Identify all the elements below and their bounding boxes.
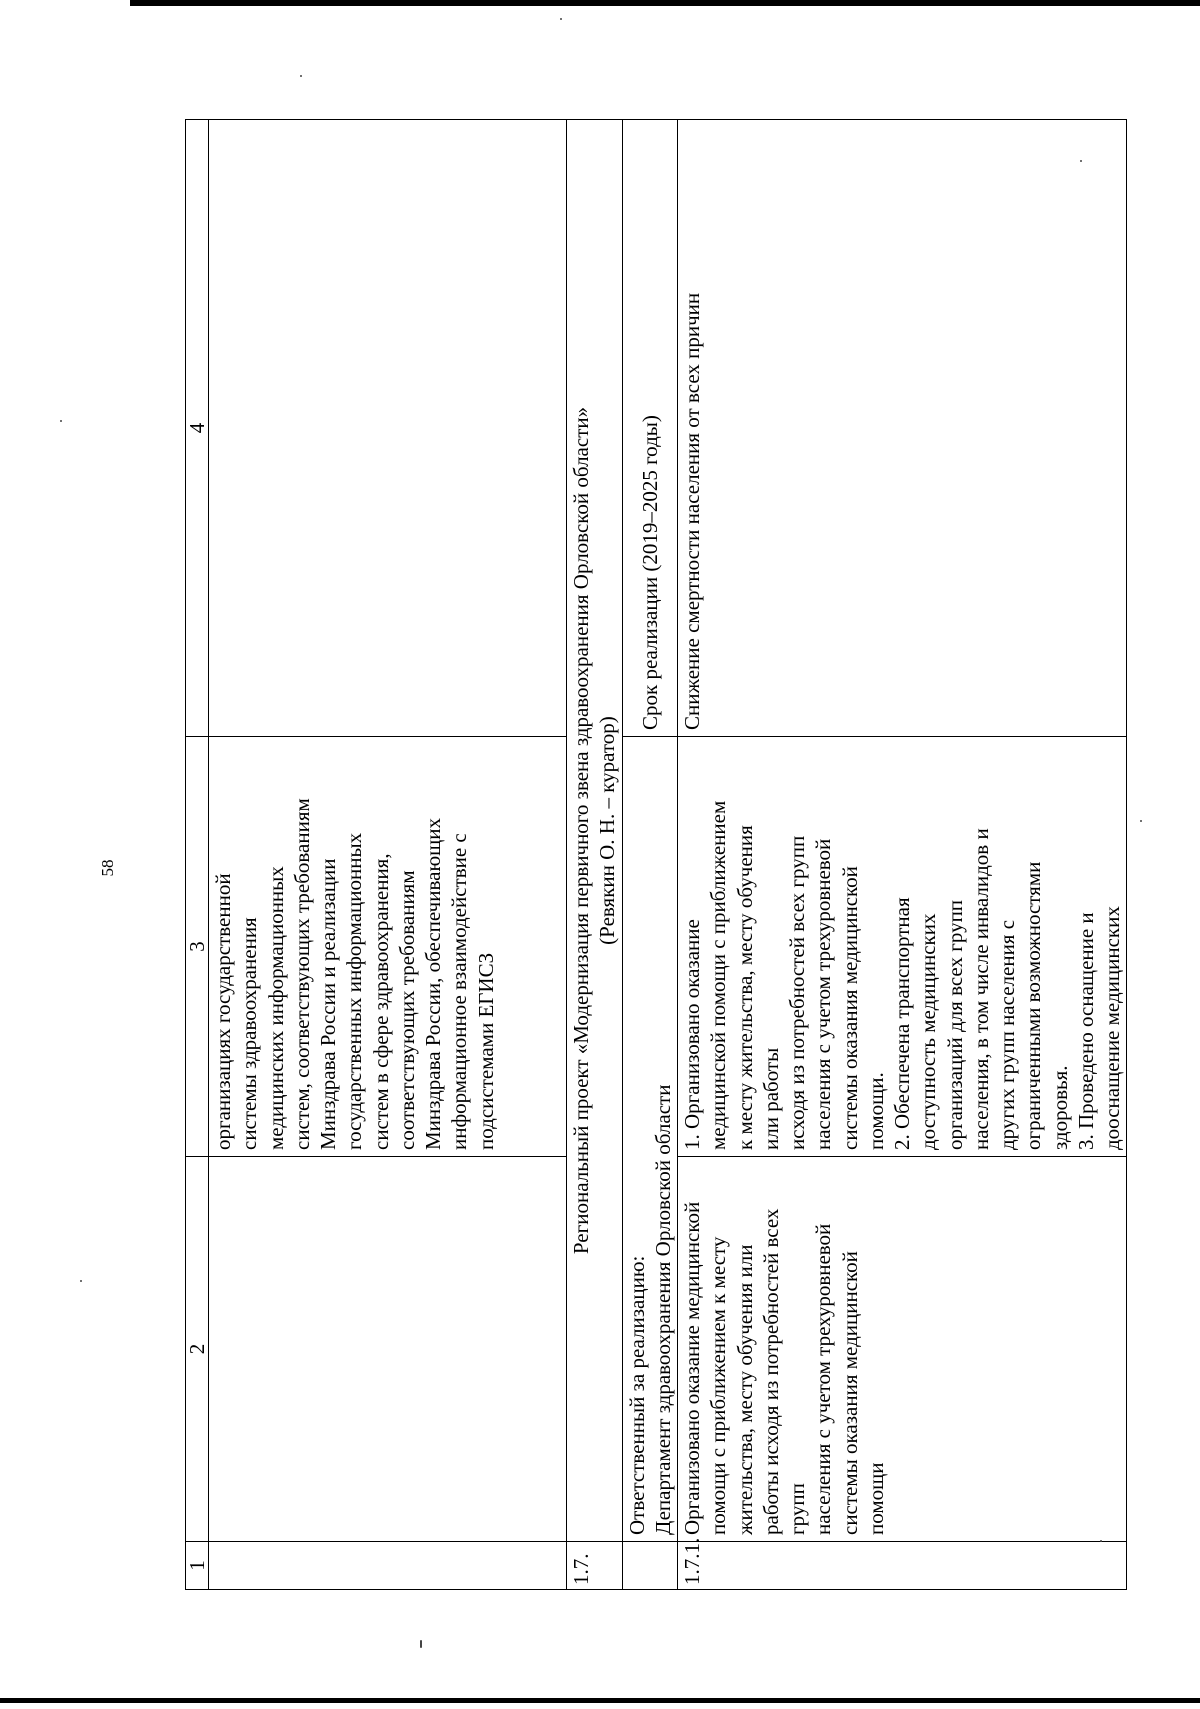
scan-speck (1080, 160, 1082, 162)
program-table (185, 119, 1127, 1590)
text-line: систем, соответствующих требованиям (289, 798, 314, 1150)
text-line: дооснащение медицинских (1100, 906, 1124, 1150)
continuation-col-3 (209, 737, 567, 1157)
text-line: медицинской помощи с приближением (706, 800, 731, 1150)
text-line: государственных информационных (342, 832, 367, 1150)
text-line: соответствующих требованиям (394, 870, 419, 1150)
text-line: групп (785, 1483, 809, 1535)
header-col-3: 3 (186, 737, 209, 1157)
responsible-cell (622, 737, 678, 1542)
project-number: 1.7. (567, 1542, 623, 1590)
text-line: подсистемами ЕГИСЗ (473, 952, 498, 1150)
text-line: помощи с приближением к месту (706, 1236, 731, 1535)
task-row (678, 120, 1127, 1590)
text-line: систем в сфере здравоохранения, (368, 853, 393, 1150)
task-col-2 (678, 1157, 1127, 1542)
scan-speck (1140, 820, 1142, 822)
text-line: или работы (758, 1047, 783, 1150)
header-col-2: 2 (186, 1157, 209, 1542)
text-line: населения, в том числе инвалидов и (968, 828, 993, 1150)
text-line: исходя из потребностей всех групп (785, 835, 809, 1150)
project-curator: (Ревякин О. Н. – куратор) (595, 716, 620, 945)
task-col-3 (678, 737, 1127, 1157)
continuation-col-4 (209, 120, 567, 737)
text-line: работы исходя из потребностей всех (758, 1208, 783, 1535)
text-line: системы оказания медицинской (837, 1251, 862, 1535)
project-title (567, 120, 623, 1542)
page-number: 58 (98, 859, 117, 877)
responsible-label: Ответственный за реализацию: (624, 1255, 649, 1535)
scan-speck (60, 420, 62, 422)
scan-speck (80, 1280, 82, 1282)
text-line: жительства, месту обучения или (732, 1244, 757, 1535)
continuation-col-2 (209, 1157, 567, 1542)
text-line: медицинских информационных (263, 866, 288, 1150)
scan-speck (560, 18, 562, 20)
text-line: 3. Проведено оснащение и (1073, 912, 1098, 1150)
top-scan-border (130, 0, 1200, 6)
text-line: организациях государственной (211, 873, 235, 1150)
implementation-term: Срок реализации (2019–2025 годы) (622, 120, 678, 737)
scan-speck (420, 1640, 422, 1648)
text-line: 2. Обеспечена транспортная (890, 897, 914, 1150)
task-number: 1.7.1. (678, 1542, 1127, 1590)
header-col-1: 1 (186, 1542, 209, 1590)
text-line: помощи. (863, 1072, 888, 1150)
text-line: 1. Организовано оказание (680, 919, 704, 1150)
project-row (567, 120, 623, 1590)
scan-speck (1100, 1540, 1102, 1542)
bottom-scan-border (0, 1698, 1200, 1703)
scan-speck (300, 75, 302, 77)
task-col-4: Снижение смертности населения от всех причин (678, 120, 1127, 737)
text-line: организаций для всех групп (942, 899, 967, 1150)
rotated-table-container (185, 120, 1124, 1590)
responsible-row (622, 120, 678, 1590)
text-line: помощи (863, 1462, 888, 1535)
header-row (186, 120, 209, 1590)
text-line: системы здравоохранения (237, 917, 262, 1150)
text-line: других групп населения с (995, 919, 1019, 1150)
text-line: здоровья. (1047, 1065, 1072, 1150)
continuation-row (209, 120, 567, 1590)
text-line: информационное взаимодействие с (447, 833, 472, 1150)
responsible-col-1 (622, 1542, 678, 1590)
text-line: доступность медицинских (916, 913, 941, 1150)
text-line: ограниченными возможностями (1021, 861, 1046, 1150)
text-line: Минздрава России, обеспечивающих (421, 817, 445, 1150)
project-title-line-1: Региональный проект «Модернизация первичного звена здравоохранения Орловской области» (569, 406, 593, 1255)
text-line: системы оказания медицинской (837, 866, 862, 1150)
text-line: населения с учетом трехуровневой (811, 1223, 836, 1535)
header-col-4: 4 (186, 120, 209, 737)
text-line: Организовано оказание медицинской (680, 1201, 704, 1535)
text-line: к месту жительства, месту обучения (732, 825, 757, 1150)
text-line: населения с учетом трехуровневой (811, 838, 836, 1150)
responsible-org: Департамент здравоохранения Орловской области (650, 1084, 675, 1535)
text-line: Минздрава России и реализации (316, 858, 340, 1150)
continuation-col-1 (209, 1542, 567, 1590)
